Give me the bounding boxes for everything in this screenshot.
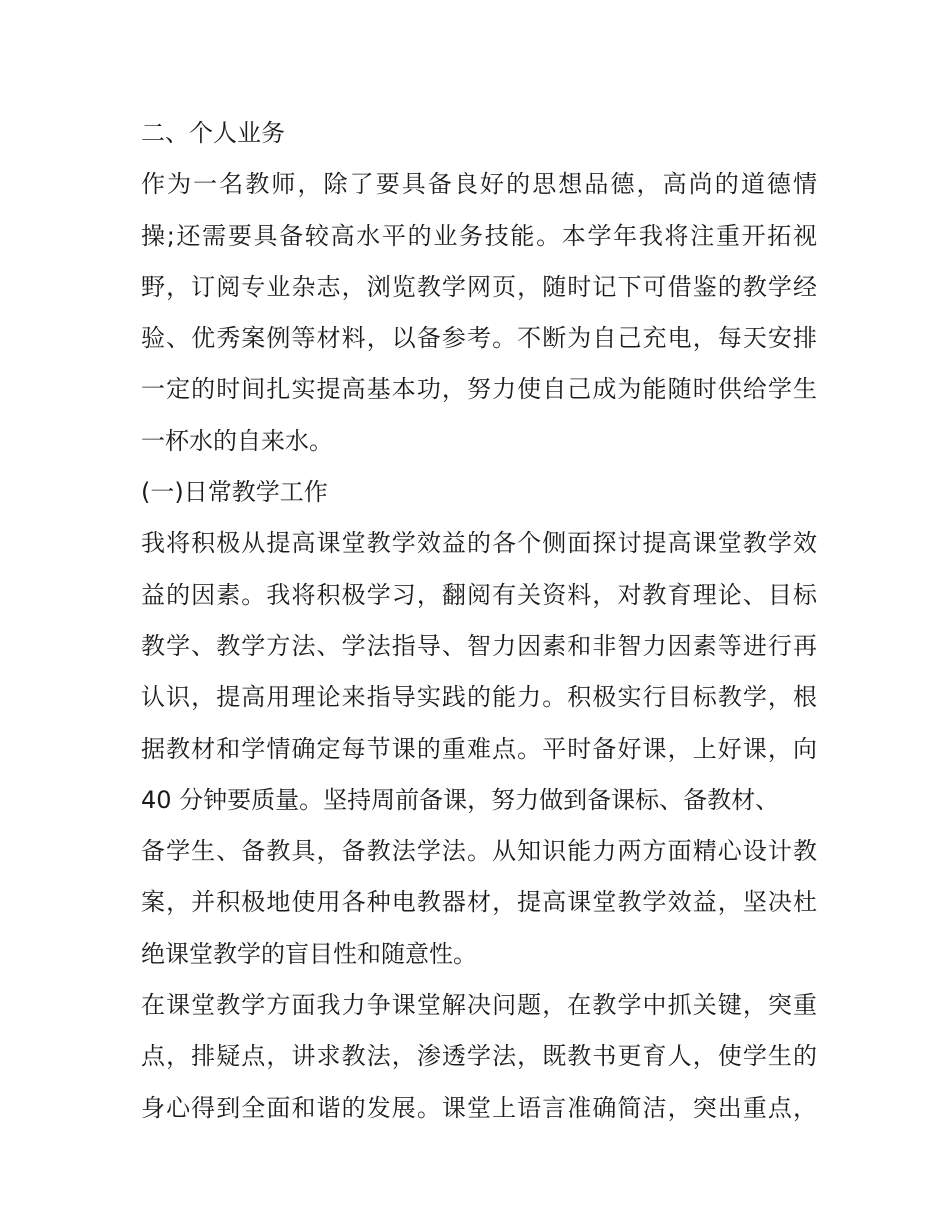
paragraph-line: 验、优秀案例等材料，以备参考。不断为自己充电，每天安排 (141, 324, 817, 353)
paragraph-line: 一定的时间扎实提高基本功，努力使自己成为能随时供给学生 (141, 375, 817, 404)
paragraph-line: 野，订阅专业杂志，浏览教学网页，随时记下可借鉴的教学经 (141, 272, 817, 301)
paragraph-line: 据教材和学情确定每节课的重难点。平时备好课，上好课，向 (141, 734, 817, 763)
paragraph-line: 一杯水的自来水。 (141, 426, 333, 455)
paragraph-line: 我将积极从提高课堂教学效益的各个侧面探讨提高课堂教学效 (141, 529, 817, 558)
paragraph-line: 益的因素。我将积极学习，翻阅有关资料，对教育理论、目标 (141, 580, 817, 609)
paragraph-line: 备学生、备教具，备教法学法。从知识能力两方面精心设计教 (141, 837, 817, 866)
paragraph-line: 40 分钟要质量。坚持周前备课，努力做到备课标、备教材、 (141, 785, 780, 814)
paragraph-line: 案，并积极地使用各种电教器材，提高课堂教学效益，坚决杜 (141, 888, 817, 917)
section-heading: 二、个人业务 (141, 119, 285, 147)
paragraph-line: 操;还需要具备较高水平的业务技能。本学年我将注重开拓视 (141, 221, 817, 250)
paragraph-line: 绝课堂教学的盲目性和随意性。 (141, 939, 477, 968)
paragraph-line: 在课堂教学方面我力争课堂解决问题，在教学中抓关键，突重 (141, 991, 817, 1020)
paragraph-line: 点，排疑点，讲求教法，渗透学法，既教书更育人，使学生的 (141, 1042, 817, 1071)
paragraph-line: 作为一名教师，除了要具备良好的思想品德，高尚的道德情 (141, 170, 817, 199)
document-body (141, 108, 817, 1134)
paragraph-line: 认识，提高用理论来指导实践的能力。积极实行目标教学，根 (141, 683, 817, 712)
subsection-heading: (一)日常教学工作 (141, 478, 328, 507)
paragraph-line: 教学、教学方法、学法指导、智力因素和非智力因素等进行再 (141, 631, 817, 660)
paragraph-line: 身心得到全面和谐的发展。课堂上语言准确简洁，突出重点， (141, 1093, 817, 1122)
